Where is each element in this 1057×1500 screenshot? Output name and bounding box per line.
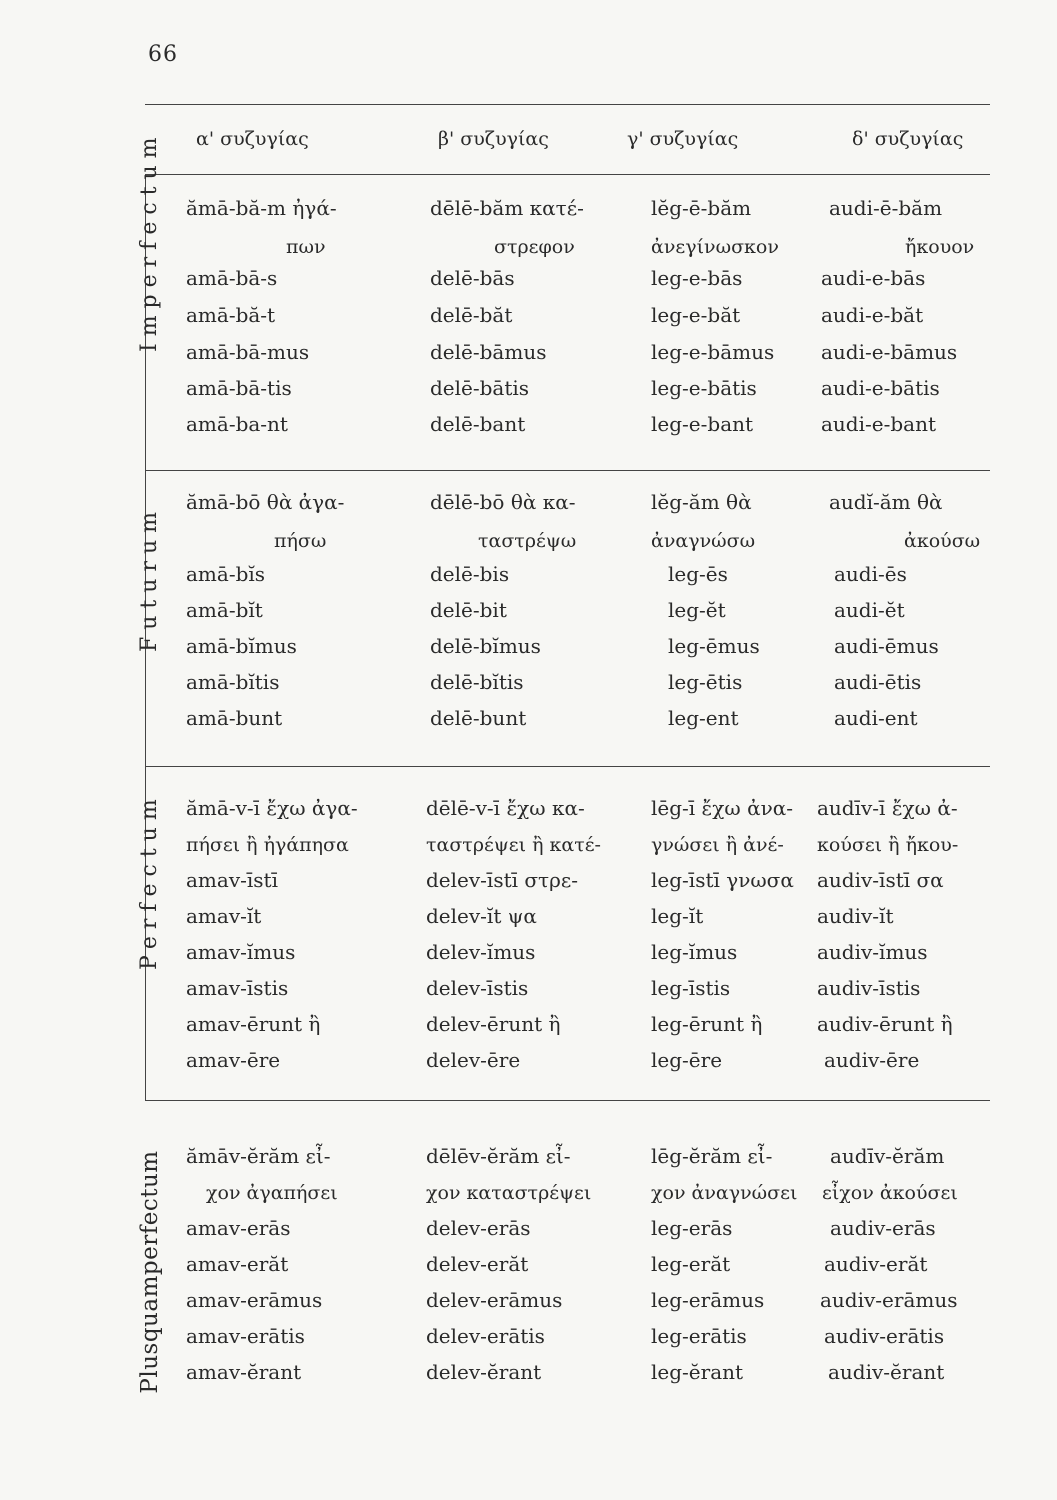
cell-conj-1: amav-erāmus (186, 1288, 323, 1312)
gloss-conj-4: εἶχον ἀκούσει (822, 1182, 958, 1204)
table-top-rule (145, 104, 990, 105)
cell-conj-2: delev-īstis (426, 976, 529, 1000)
cell-conj-1: amav-erātis (186, 1324, 305, 1348)
cell-conj-4: audi-e-bāmus (821, 340, 958, 364)
conjugation-row (0, 1144, 1057, 1180)
cell-conj-3: leg-īstis (651, 976, 731, 1000)
cell-conj-4: audi-e-bant (821, 412, 936, 436)
cell-conj-4: audiv-ĕrant (828, 1360, 945, 1384)
cell-conj-2: delē-bis (430, 562, 510, 586)
cell-conj-3: leg-ēre (651, 1048, 723, 1072)
cell-conj-2: delē-bĭmus (430, 634, 541, 658)
cell-conj-4: audi-e-bās (821, 266, 926, 290)
cell-conj-4: audi-ē-băm (829, 196, 943, 220)
gloss-conj-4: κούσει ἢ ἤκου- (817, 834, 959, 856)
section-label-futurum: Futurum (137, 505, 162, 652)
conjugation-row (0, 634, 1057, 670)
conjugation-row (0, 562, 1057, 598)
cell-conj-4: audĭ-ăm θὰ (829, 490, 943, 514)
page-number: 66 (148, 42, 178, 67)
cell-conj-1: ămā-bō θὰ ἀγα- (186, 490, 345, 514)
cell-conj-4: audiv-erātis (824, 1324, 945, 1348)
cell-conj-3: lēg-ĕrăm εἶ- (651, 1144, 773, 1168)
cell-conj-2: delev-erātis (426, 1324, 545, 1348)
perfectum-bottom-rule (145, 1100, 990, 1101)
conjugation-row (0, 1360, 1057, 1396)
cell-conj-1: amav-īstī (186, 868, 278, 892)
cell-conj-3: leg-e-bāmus (651, 340, 775, 364)
gloss-conj-1: πήσει ἢ ἠγάπησα (186, 834, 349, 856)
column-header-3: γ' συζυγίας (627, 128, 739, 150)
gloss-conj-2: χον καταστρέψει (426, 1182, 592, 1204)
cell-conj-4: audiv-ĭmus (817, 940, 928, 964)
conjugation-row (0, 340, 1057, 376)
column-header-1: α' συζυγίας (196, 128, 309, 150)
cell-conj-3: leg-e-bās (651, 266, 743, 290)
cell-conj-3: leg-ent (668, 706, 739, 730)
header-rule (145, 174, 990, 175)
cell-conj-3: leg-ēs (668, 562, 728, 586)
cell-conj-2: delev-ērunt ἢ (426, 1012, 561, 1036)
cell-conj-1: amā-bā-s (186, 266, 278, 290)
cell-conj-2: delev-erăt (426, 1252, 529, 1276)
cell-conj-1: amav-ĕrant (186, 1360, 302, 1384)
cell-conj-4: audi-e-bātis (821, 376, 940, 400)
gloss-conj-1: χον ἀγαπήσει (206, 1182, 338, 1204)
gloss-conj-3: ἀναγνώσω (651, 530, 756, 552)
gloss-conj-3: ἀνεγίνωσκον (651, 236, 779, 258)
conjugation-row (0, 266, 1057, 302)
gloss-conj-2: ταστρέψει ἢ κατέ- (426, 834, 601, 856)
cell-conj-3: leg-ĭmus (651, 940, 738, 964)
conjugation-row (0, 1288, 1057, 1324)
cell-conj-3: leg-erātis (651, 1324, 747, 1348)
cell-conj-2: delev-erās (426, 1216, 531, 1240)
gloss-conj-1: πήσω (274, 530, 327, 552)
cell-conj-2: delē-bunt (430, 706, 527, 730)
cell-conj-3: leg-ĭt (651, 904, 704, 928)
gloss-conj-4: ἀκούσω (904, 530, 981, 552)
column-header-4: δ' συζυγίας (852, 128, 964, 150)
cell-conj-2: dēlē-băm κατέ- (430, 196, 584, 220)
cell-conj-1: amav-erăt (186, 1252, 289, 1276)
cell-conj-2: delev-ēre (426, 1048, 521, 1072)
cell-conj-4: audi-ēmus (834, 634, 939, 658)
cell-conj-4: audiv-ēre (824, 1048, 920, 1072)
cell-conj-2: delē-bāmus (430, 340, 547, 364)
cell-conj-3: leg-e-bātis (651, 376, 757, 400)
cell-conj-2: delē-băt (430, 303, 513, 327)
cell-conj-3: leg-ĕt (668, 598, 726, 622)
cell-conj-1: amā-bĭt (186, 598, 263, 622)
cell-conj-2: delev-ĕrant (426, 1360, 542, 1384)
conjugation-row (0, 412, 1057, 448)
cell-conj-1: amav-ērunt ἢ (186, 1012, 321, 1036)
conjugation-row (0, 303, 1057, 339)
conjugation-row (0, 598, 1057, 634)
cell-conj-1: amav-ĭt (186, 904, 262, 928)
cell-conj-4: audi-ĕt (834, 598, 905, 622)
cell-conj-1: amā-ba-nt (186, 412, 288, 436)
conjugation-row (0, 196, 1057, 232)
cell-conj-3: leg-īstī γνωσα (651, 868, 794, 892)
cell-conj-2: delē-bĭtis (430, 670, 524, 694)
gloss-conj-2: ταστρέψω (478, 530, 577, 552)
cell-conj-4: audi-ētis (834, 670, 922, 694)
section-label-perfectum: Perfectum (137, 792, 162, 970)
gloss-conj-1: πων (286, 236, 326, 258)
conjugation-row (0, 1216, 1057, 1252)
cell-conj-1: ămāv-ĕrăm εἶ- (186, 1144, 331, 1168)
cell-conj-1: amā-bĭmus (186, 634, 297, 658)
cell-conj-4: audiv-ērunt ἢ (817, 1012, 953, 1036)
cell-conj-4: audīv-ī ἔχω ἀ- (817, 796, 958, 820)
cell-conj-1: ămā-v-ī ἔχω ἀγα- (186, 796, 358, 820)
cell-conj-4: audiv-erăt (824, 1252, 928, 1276)
cell-conj-3: leg-e-bant (651, 412, 754, 436)
cell-conj-4: audi-ent (834, 706, 918, 730)
conjugation-row (0, 940, 1057, 976)
gloss-conj-2: στρεφον (494, 236, 575, 258)
cell-conj-1: amā-bā-tis (186, 376, 292, 400)
cell-conj-2: delē-bās (430, 266, 515, 290)
cell-conj-1: amav-erās (186, 1216, 291, 1240)
conjugation-row (0, 904, 1057, 940)
cell-conj-2: delē-bātis (430, 376, 530, 400)
cell-conj-2: dēlēv-ĕrăm εἶ- (426, 1144, 571, 1168)
conjugation-row (0, 1324, 1057, 1360)
futurum-bottom-rule (145, 766, 990, 767)
section-label-plusquamperfectum: Plusquamperfectum (137, 1150, 163, 1394)
cell-conj-2: delev-ĭt ψα (426, 904, 537, 928)
cell-conj-3: leg-ĕrant (651, 1360, 744, 1384)
cell-conj-3: leg-ērunt ἢ (651, 1012, 763, 1036)
cell-conj-4: audiv-īstis (817, 976, 921, 1000)
section-label-imperfectum: Imperfectum (137, 130, 162, 352)
cell-conj-2: dēlē-bō θὰ κα- (430, 490, 576, 514)
cell-conj-2: delev-ĭmus (426, 940, 536, 964)
cell-conj-2: delev-erāmus (426, 1288, 563, 1312)
cell-conj-1: amav-īstis (186, 976, 289, 1000)
conjugation-row (0, 706, 1057, 742)
cell-conj-1: amav-ĭmus (186, 940, 296, 964)
cell-conj-2: dēlē-v-ī ἔχω κα- (426, 796, 585, 820)
conjugation-row (0, 1252, 1057, 1288)
cell-conj-3: lĕg-ē-băm (651, 196, 752, 220)
conjugation-row (0, 376, 1057, 412)
cell-conj-1: ămā-bă-m ἠγά- (186, 196, 337, 220)
cell-conj-3: leg-erās (651, 1216, 733, 1240)
cell-conj-1: amā-bĭs (186, 562, 266, 586)
cell-conj-4: audi-ēs (834, 562, 907, 586)
cell-conj-4: audiv-ĭt (817, 904, 894, 928)
cell-conj-3: lēg-ī ἔχω ἀνα- (651, 796, 793, 820)
conjugation-row (0, 796, 1057, 832)
conjugation-row (0, 1048, 1057, 1084)
cell-conj-3: lĕg-ăm θὰ (651, 490, 752, 514)
cell-conj-3: leg-erāmus (651, 1288, 765, 1312)
cell-conj-2: delev-īstī στρε- (426, 868, 578, 892)
cell-conj-2: delē-bit (430, 598, 507, 622)
cell-conj-4: audiv-erās (830, 1216, 936, 1240)
conjugation-row (0, 868, 1057, 904)
cell-conj-3: leg-erăt (651, 1252, 731, 1276)
gloss-conj-4: ἤκουον (905, 236, 975, 258)
imperfectum-bottom-rule (145, 470, 990, 471)
cell-conj-1: amav-ēre (186, 1048, 281, 1072)
conjugation-row (0, 976, 1057, 1012)
cell-conj-1: amā-bunt (186, 706, 283, 730)
conjugation-row (0, 670, 1057, 706)
cell-conj-3: leg-e-băt (651, 303, 741, 327)
conjugation-row (0, 1012, 1057, 1048)
conjugation-row (0, 490, 1057, 526)
cell-conj-1: amā-bā-mus (186, 340, 310, 364)
cell-conj-1: amā-bĭtis (186, 670, 280, 694)
gloss-conj-3: χον ἀναγνώσει (651, 1182, 798, 1204)
cell-conj-1: amā-bă-t (186, 303, 276, 327)
cell-conj-4: audiv-erāmus (820, 1288, 958, 1312)
column-header-2: β' συζυγίας (438, 128, 549, 150)
cell-conj-4: audi-e-băt (821, 303, 924, 327)
cell-conj-3: leg-ēmus (668, 634, 760, 658)
cell-conj-3: leg-ētis (668, 670, 743, 694)
gloss-conj-3: γνώσει ἢ ἀνέ- (651, 834, 784, 856)
cell-conj-4: audiv-īstī σα (817, 868, 944, 892)
cell-conj-4: audīv-ĕrăm (830, 1144, 945, 1168)
cell-conj-2: delē-bant (430, 412, 526, 436)
